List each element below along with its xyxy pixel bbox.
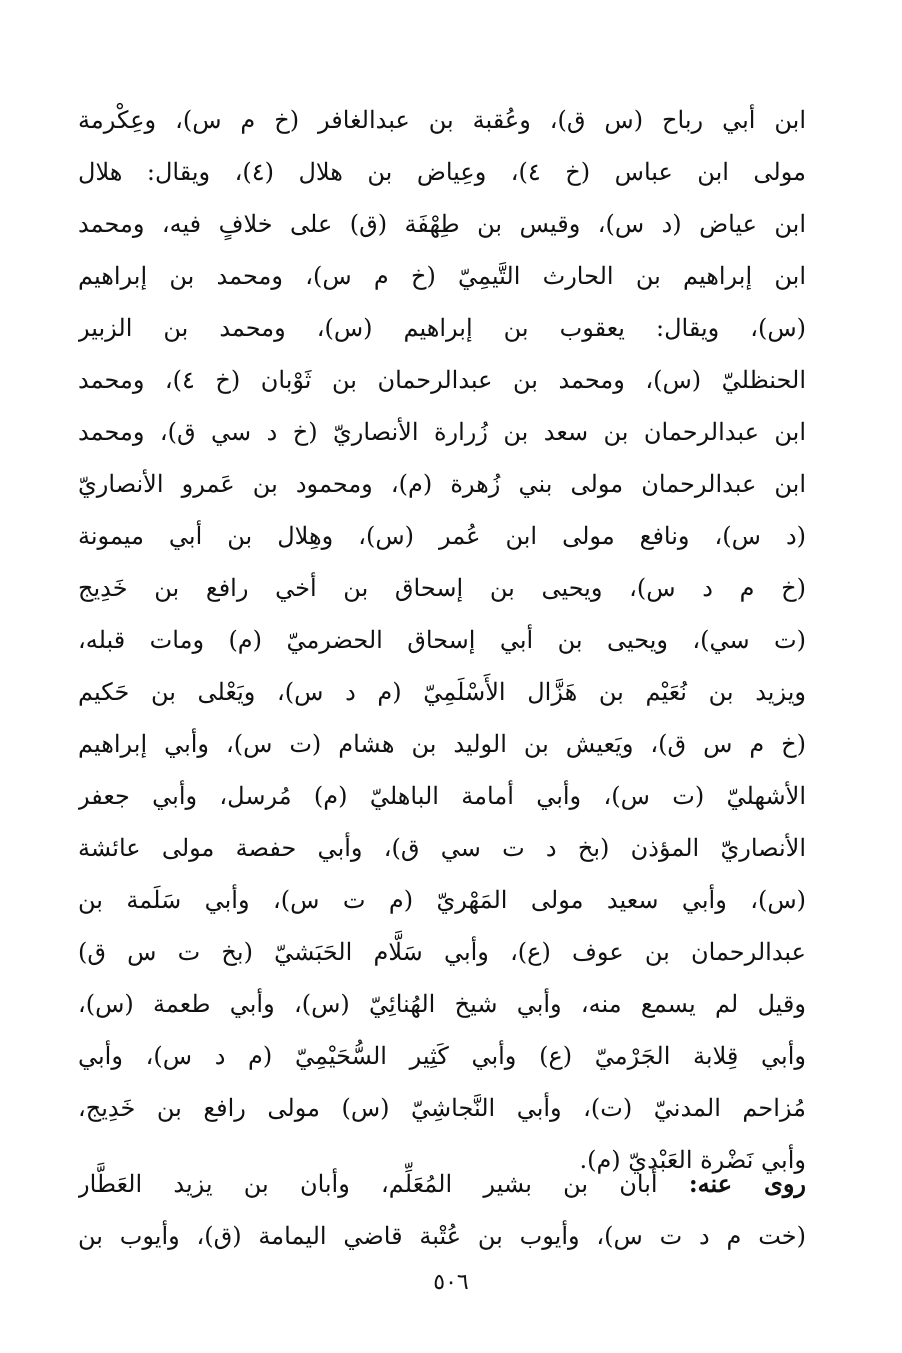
text-line xyxy=(78,1158,806,1210)
text-line: (س)، ويقال: يعقوب بن إبراهيم (س)، ومحمد بن الزبير xyxy=(78,314,806,342)
text-line: ويزيد بن نُعَيْم بن هَزَّال الأَسْلَمِيّ (م د س)، ويَعْلى بن حَكيم xyxy=(78,678,806,706)
text-line: الحنظليّ (س)، ومحمد بن عبدالرحمان بن ثَوْبان (خ ٤)، ومحمد xyxy=(78,366,806,394)
text-line: ابن عياض (د س)، وقيس بن طِهْفَة (ق) على خلافٍ فيه، ومحمد xyxy=(78,210,806,238)
text-line: الأنصاريّ المؤذن (بخ د ت سي ق)، وأبي حفصة مولى عائشة xyxy=(78,834,806,862)
text-line: عبدالرحمان بن عوف (ع)، وأبي سَلَّام الحَبَشيّ (بخ ت س ق) xyxy=(78,938,806,966)
text-line: (د س)، ونافع مولى ابن عُمر (س)، وهِلال بن أبي ميمونة xyxy=(78,522,806,550)
text-line: وأبي نَضْرة العَبْديّ (م). xyxy=(579,1146,806,1174)
text-segment: أبان بن بشير المُعَلِّم، وأبان بن يزيد العَطَّار xyxy=(78,1170,689,1198)
text-line: وقيل لم يسمع منه، وأبي شيخ الهُنائِيّ (س)، وأبي طعمة (س)، xyxy=(78,990,806,1018)
text-line: (س)، وأبي سعيد مولى المَهْريّ (م ت س)، وأبي سَلَمة بن xyxy=(78,886,806,914)
section-label: روى عنه: xyxy=(688,1169,806,1198)
text-line: ابن عبدالرحمان بن سعد بن زُرارة الأنصاريّ (خ د سي ق)، ومحمد xyxy=(78,418,806,446)
text-line: (ت سي)، ويحيى بن أبي إسحاق الحضرميّ (م) ومات قبله، xyxy=(78,626,806,654)
text-line: مولى ابن عباس (خ ٤)، وعِياض بن هلال (٤)، ويقال: هلال xyxy=(78,158,806,186)
text-line: ابن أبي رباح (س ق)، وعُقبة بن عبدالغافر (خ م س)، وعِكْرمة xyxy=(78,106,806,134)
main-paragraph xyxy=(78,94,806,1186)
text-line: وأبي قِلابة الجَرْميّ (ع) وأبي كَثِير السُّحَيْمِيّ (م د س)، وأبي xyxy=(78,1042,806,1070)
page-number: ٥٠٦ xyxy=(433,1270,469,1295)
narrators-paragraph xyxy=(78,1158,806,1262)
text-line: الأشهليّ (ت س)، وأبي أمامة الباهليّ (م) مُرسل، وأبي جعفر xyxy=(78,782,806,810)
text-line: مُزاحم المدنيّ (ت)، وأبي النَّجاشِيّ (س) مولى رافع بن خَدِيج، xyxy=(78,1094,806,1122)
text-line: (خ م س ق)، ويَعيش بن الوليد بن هشام (ت س)، وأبي إبراهيم xyxy=(78,730,806,758)
text-line: (خت م د ت س)، وأيوب بن عُتْبة قاضي اليمامة (ق)، وأيوب بن xyxy=(78,1222,806,1250)
text-line: ابن عبدالرحمان مولى بني زُهرة (م)، ومحمود بن عَمرو الأنصاريّ xyxy=(78,470,806,498)
text-line: ابن إبراهيم بن الحارث التَّيمِيّ (خ م س)، ومحمد بن إبراهيم xyxy=(78,262,806,290)
text-line: (خ م د س)، ويحيى بن إسحاق بن أخي رافع بن خَدِيج xyxy=(78,574,806,602)
